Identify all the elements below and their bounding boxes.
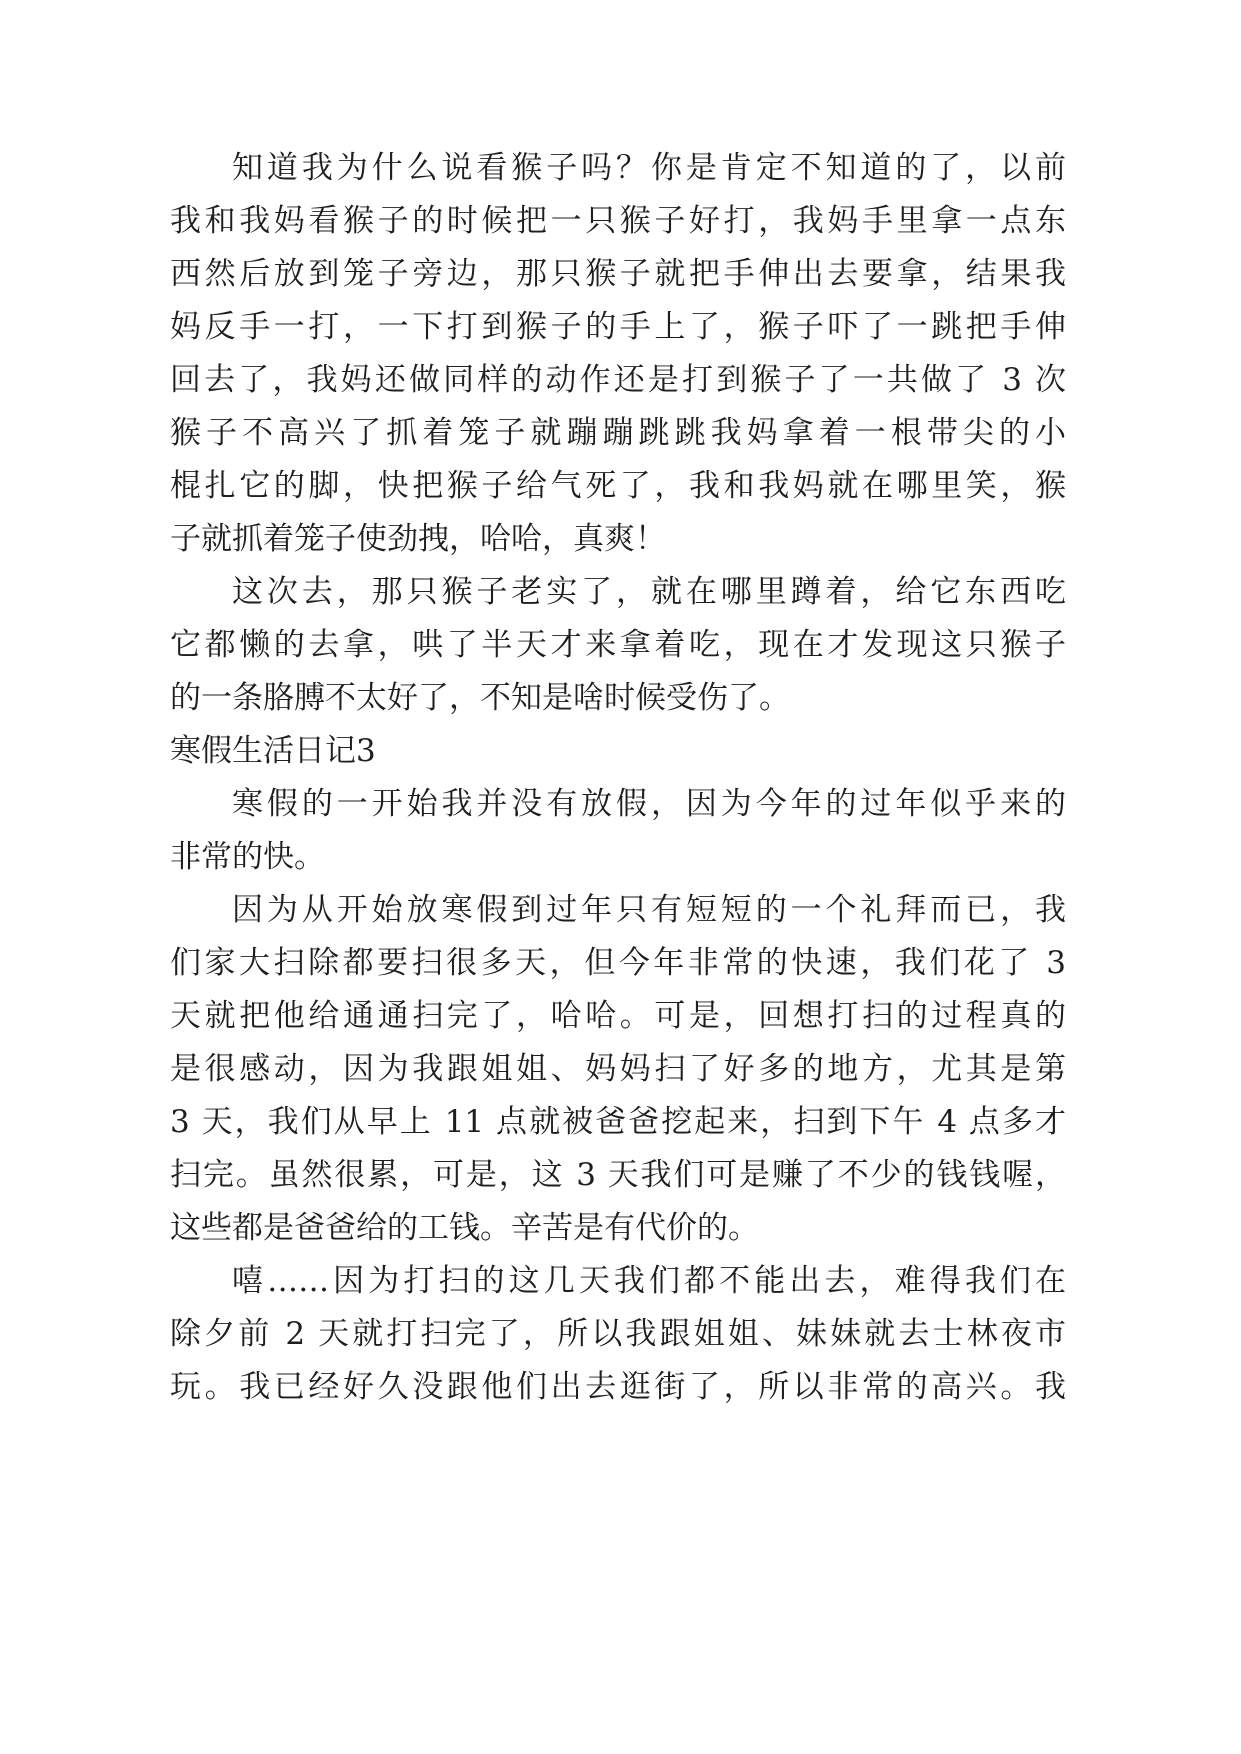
document-body: [170, 142, 1066, 1414]
paragraph-line: 非常的快。: [170, 839, 325, 875]
paragraph-line: 棍扎它的脚，快把猴子给气死了，我和我妈就在哪里笑，猴: [170, 468, 1066, 504]
paragraph: [170, 142, 1066, 566]
section-heading-wrap: [170, 725, 1066, 778]
paragraph-line: 它都懒的去拿，哄了半天才来拿着吃，现在才发现这只猴子: [170, 627, 1066, 663]
paragraph: [170, 778, 1066, 884]
paragraph-line: 我和我妈看猴子的时候把一只猴子好打，我妈手里拿一点东: [170, 203, 1066, 239]
paragraph: [170, 884, 1066, 1255]
paragraph-line: 回去了，我妈还做同样的动作还是打到猴子了一共做了 3 次: [170, 362, 1066, 398]
paragraph-line: 玩。我已经好久没跟他们出去逛街了，所以非常的高兴。我: [170, 1369, 1066, 1405]
paragraph-line: 这次去，那只猴子老实了，就在哪里蹲着，给它东西吃: [232, 574, 1066, 610]
paragraph-line: 3 天，我们从早上 11 点就被爸爸挖起来，扫到下午 4 点多才: [170, 1104, 1066, 1140]
paragraph-line: 们家大扫除都要扫很多天，但今年非常的快速，我们花了 3: [170, 945, 1066, 981]
paragraph-line: 子就抓着笼子使劲拽，哈哈，真爽！: [170, 521, 666, 557]
paragraph-line: 猴子不高兴了抓着笼子就蹦蹦跳跳我妈拿着一根带尖的小: [170, 415, 1066, 451]
paragraph-line: 除夕前 2 天就打扫完了，所以我跟姐姐、妹妹就去士林夜市: [170, 1316, 1066, 1352]
paragraph-line: 西然后放到笼子旁边，那只猴子就把手伸出去要拿，结果我: [170, 256, 1066, 292]
paragraph-line: 天就把他给通通扫完了，哈哈。可是，回想打扫的过程真的: [170, 998, 1066, 1034]
paragraph-line: 因为从开始放寒假到过年只有短短的一个礼拜而已，我: [232, 892, 1066, 928]
paragraph: [170, 1255, 1066, 1414]
paragraph-line: 的一条胳膊不太好了，不知是啥时候受伤了。: [170, 680, 790, 716]
paragraph-line: 寒假的一开始我并没有放假，因为今年的过年似乎来的: [232, 786, 1066, 822]
paragraph-line: 这些都是爸爸给的工钱。辛苦是有代价的。: [170, 1210, 759, 1246]
paragraph-line: 知道我为什么说看猴子吗？你是肯定不知道的了，以前: [232, 150, 1066, 186]
paragraph-line: 嘻……因为打扫的这几天我们都不能出去，难得我们在: [232, 1263, 1066, 1299]
paragraph-line: 妈反手一打，一下打到猴子的手上了，猴子吓了一跳把手伸: [170, 309, 1066, 345]
paragraph: [170, 566, 1066, 725]
section-heading: 寒假生活日记3: [170, 733, 376, 769]
paragraph-line: 扫完。虽然很累，可是，这 3 天我们可是赚了不少的钱钱喔，: [170, 1157, 1066, 1193]
paragraph-line: 是很感动，因为我跟姐姐、妈妈扫了好多的地方，尤其是第: [170, 1051, 1066, 1087]
